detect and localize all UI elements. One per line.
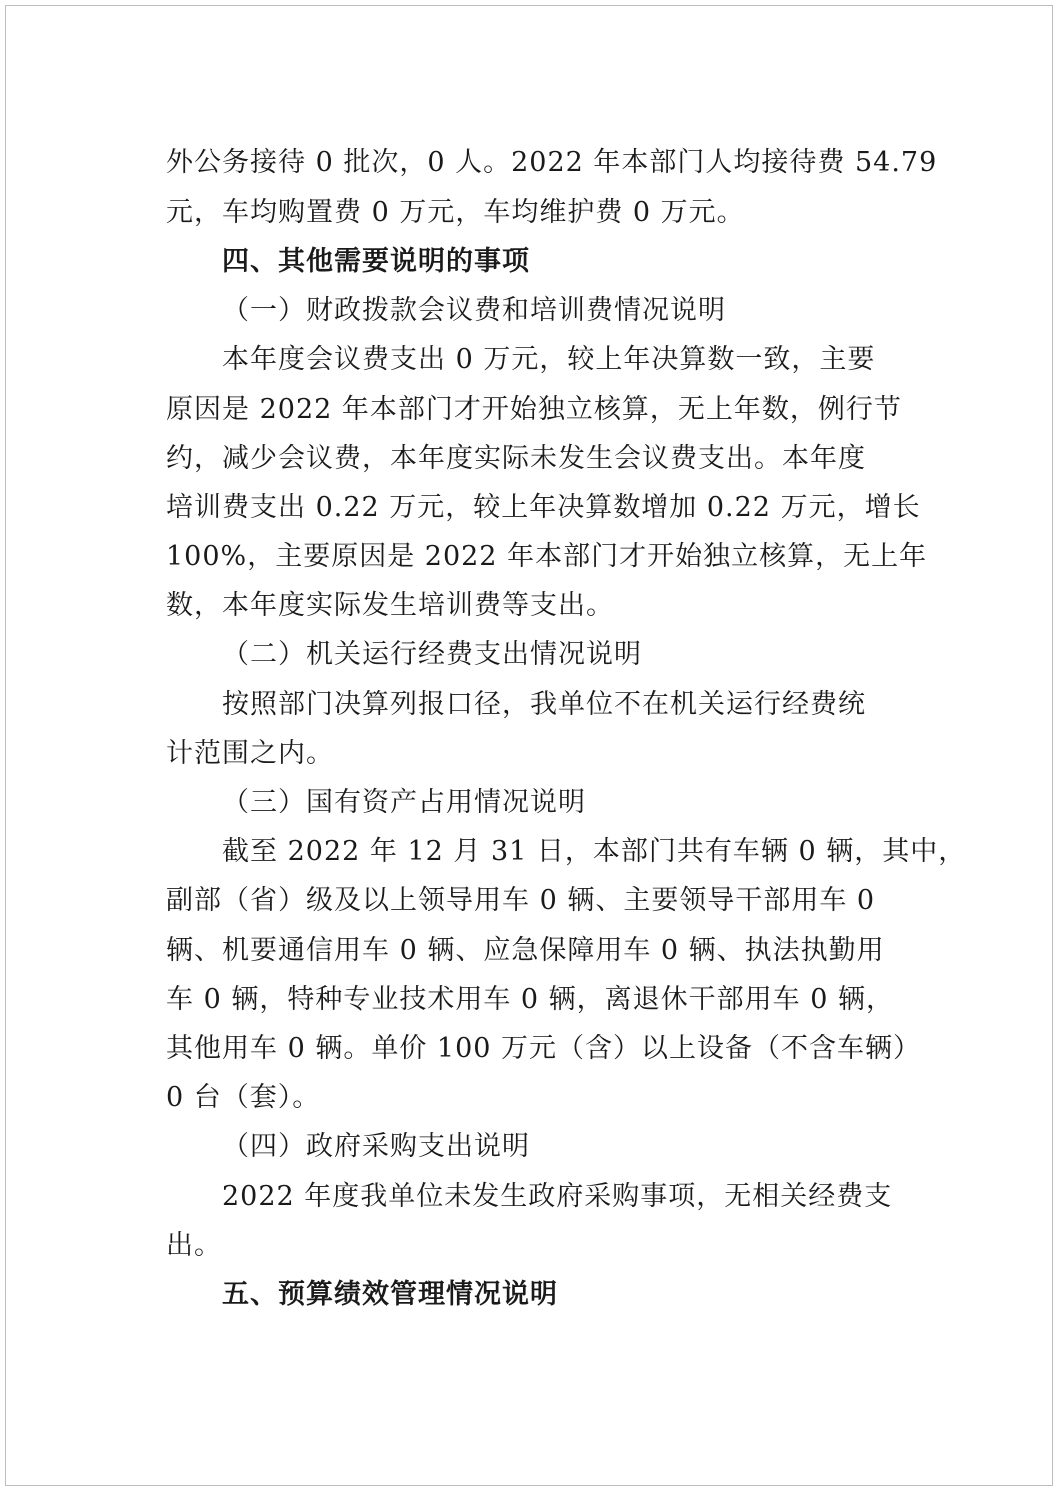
paragraph-line: 数，本年度实际发生培训费等支出。 xyxy=(166,590,614,621)
paragraph-line: 出。 xyxy=(166,1230,222,1261)
paragraph-line: 本年度会议费支出 0 万元，较上年决算数一致，主要 xyxy=(222,344,876,375)
paragraph-line: 约，减少会议费，本年度实际未发生会议费支出。本年度 xyxy=(166,443,866,474)
paragraph-line: 2022 年度我单位未发生政府采购事项，无相关经费支 xyxy=(222,1181,893,1212)
paragraph-line: 车 0 辆，特种专业技术用车 0 辆，离退休干部用车 0 辆， xyxy=(166,984,895,1015)
section-heading-4: 四、其他需要说明的事项 xyxy=(222,246,530,277)
paragraph-line: 外公务接待 0 批次，0 人。2022 年本部门人均接待费 54.79 xyxy=(166,147,938,178)
subsection-heading-1: （一）财政拨款会议费和培训费情况说明 xyxy=(222,295,726,326)
paragraph-line: 原因是 2022 年本部门才开始独立核算，无上年数，例行节 xyxy=(166,394,902,425)
paragraph-line: 100%，主要原因是 2022 年本部门才开始独立核算，无上年 xyxy=(166,541,928,572)
paragraph-line: 其他用车 0 辆。单价 100 万元（含）以上设备（不含车辆） xyxy=(166,1033,922,1064)
paragraph-line: 0 台（套）。 xyxy=(166,1082,321,1113)
paragraph-line: 按照部门决算列报口径，我单位不在机关运行经费统 xyxy=(222,689,866,720)
paragraph-line: 培训费支出 0.22 万元，较上年决算数增加 0.22 万元，增长 xyxy=(166,492,921,523)
section-heading-5: 五、预算绩效管理情况说明 xyxy=(222,1279,558,1310)
paragraph-line: 辆、机要通信用车 0 辆、应急保障用车 0 辆、执法执勤用 xyxy=(166,935,885,966)
subsection-heading-4: （四）政府采购支出说明 xyxy=(222,1131,530,1162)
paragraph-line: 元，车均购置费 0 万元，车均维护费 0 万元。 xyxy=(166,197,745,228)
paragraph-line: 副部（省）级及以上领导用车 0 辆、主要领导干部用车 0 xyxy=(166,885,876,916)
subsection-heading-2: （二）机关运行经费支出情况说明 xyxy=(222,639,642,670)
paragraph-line: 截至 2022 年 12 月 31 日，本部门共有车辆 0 辆，其中， xyxy=(222,836,967,867)
paragraph-line: 计范围之内。 xyxy=(166,738,334,769)
subsection-heading-3: （三）国有资产占用情况说明 xyxy=(222,787,586,818)
